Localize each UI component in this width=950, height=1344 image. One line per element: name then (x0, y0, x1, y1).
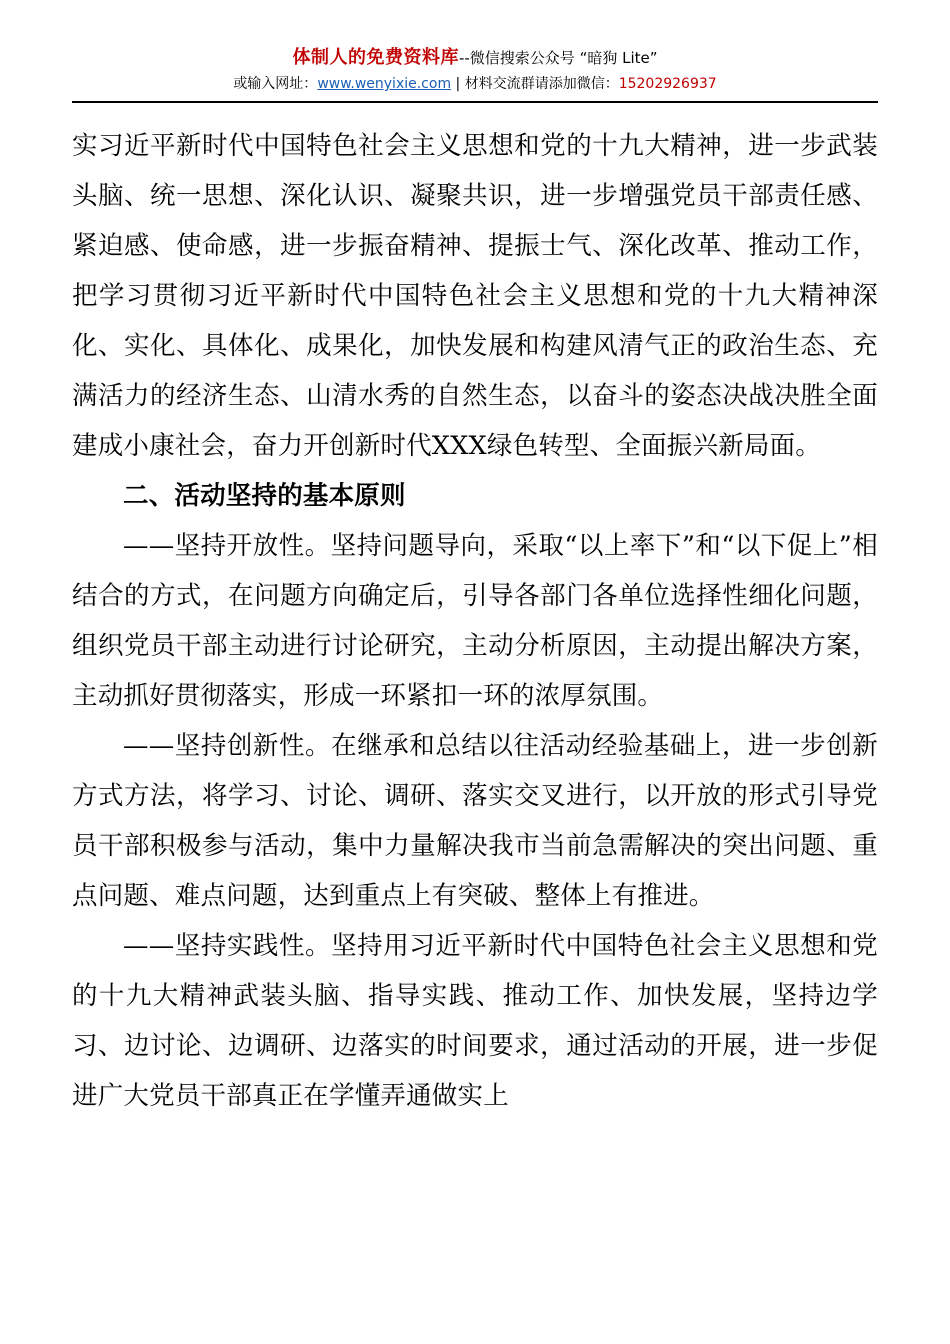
paragraph-principle-innovation: ——坚持创新性。在继承和总结以往活动经验基础上，进一步创新方式方法，将学习、讨论、调研、落实交叉进行，以开放的形式引导党员干部积极参与活动，集中力量解决我市当前急需解决的突出问题、重点问题、难点问题，达到重点上有突破、整体上有推进。 (72, 731, 878, 911)
banner-line-primary (72, 46, 878, 70)
paragraph-principle-openness: ——坚持开放性。坚持问题导向，采取“以上率下”和“以下促上”相结合的方式，在问题方向确定后，引导各部门各单位选择性细化问题，组织党员干部主动进行讨论研究，主动分析原因，主动提出解决方案，主动抓好贯彻落实，形成一环紧扣一环的浓厚氛围。 (72, 531, 878, 711)
banner-brand-suffix: --微信搜索公众号 “暗狗 Lite” (458, 49, 658, 67)
banner-line-secondary (72, 73, 878, 95)
document-content (72, 121, 878, 1121)
promo-banner (72, 46, 878, 103)
section-heading-2: 二、活动坚持的基本原则 (123, 481, 406, 511)
paragraph-continued: 实习近平新时代中国特色社会主义思想和党的十九大精神，进一步武装头脑、统一思想、深化认识、凝聚共识，进一步增强党员干部责任感、紧迫感、使命感，进一步振奋精神、提振士气、深化改革、推动工作，把学习贯彻习近平新时代中国特色社会主义思想和党的十九大精神深化、实化、具体化、成果化，加快发展和构建风清气正的政治生态、充满活力的经济生态、山清水秀的自然生态，以奋斗的姿态决战决胜全面建成小康社会，奋力开创新时代XXX绿色转型、全面振兴新局面。 (72, 131, 878, 461)
paragraph-principle-practice: ——坚持实践性。坚持用习近平新时代中国特色社会主义思想和党的十九大精神武装头脑、指导实践、推动工作、加快发展，坚持边学习、边讨论、边调研、边落实的时间要求，通过活动的开展，进一步促进广大党员干部真正在学懂弄通做实上 (72, 931, 878, 1111)
banner-wechat-prefix: | 材料交流群请添加微信： (451, 76, 619, 92)
banner-url-prefix: 或输入网址： (233, 76, 318, 92)
banner-brand-text: 体制人的免费资料库 (292, 47, 459, 68)
banner-website-link[interactable]: www.wenyixie.com (317, 76, 452, 92)
banner-wechat-number: 15202926937 (618, 76, 717, 92)
